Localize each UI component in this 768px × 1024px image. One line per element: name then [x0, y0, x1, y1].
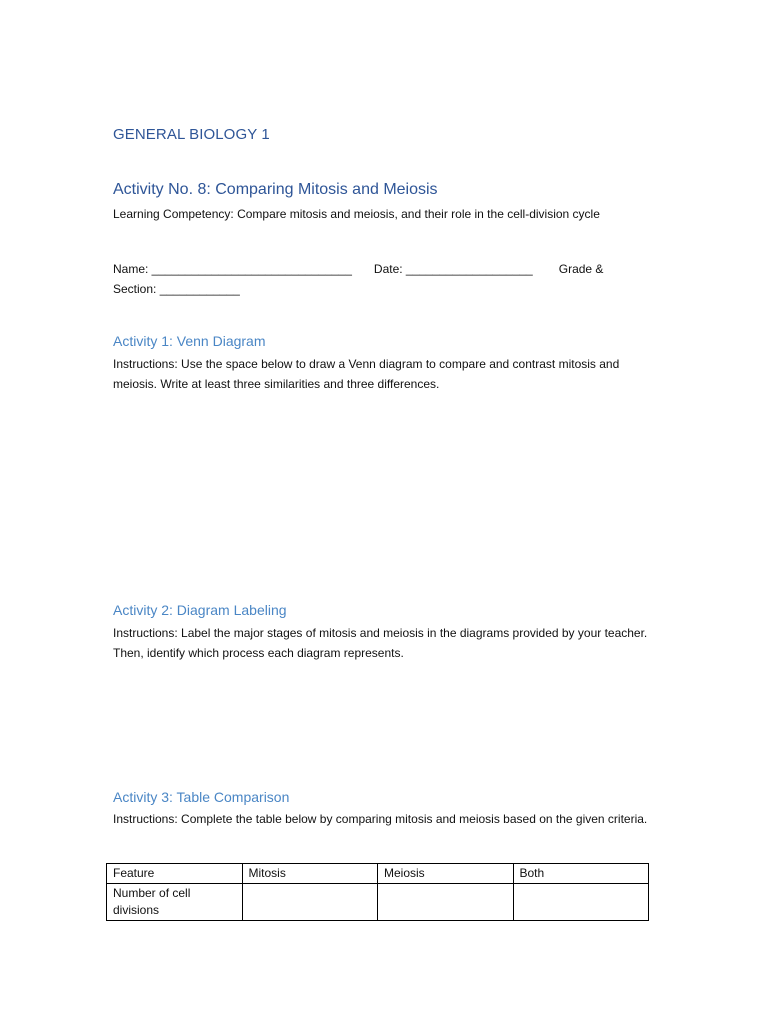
activity-title: Activity No. 8: Comparing Mitosis and Meiosis [113, 181, 438, 198]
activity3-title: Activity 3: Table Comparison [113, 789, 290, 805]
activity1-title: Activity 1: Venn Diagram [113, 333, 266, 349]
comparison-table [106, 863, 649, 921]
activity1-instructions: Instructions: Use the space below to draw a Venn diagram to compare and contrast mitosis and meiosis. Write at least three similarities and three differences. [113, 357, 620, 391]
grade-section-label: Grade & [558, 262, 604, 276]
activity2-instructions: Instructions: Label the major stages of mitosis and meiosis in the diagrams provided by your teacher. Then, identify which process each diagram represents. [113, 626, 648, 660]
activity3-instructions: Instructions: Complete the table below by comparing mitosis and meiosis based on the given criteria. [113, 812, 648, 826]
table-cell[interactable] [242, 884, 378, 921]
learning-competency: Learning Competency: Compare mitosis and meiosis, and their role in the cell-division cycle [113, 207, 600, 221]
table-cell: Number of cell divisions [107, 884, 243, 921]
table-header-cell: Meiosis [378, 864, 514, 884]
name-field[interactable]: Name: ______________________________ [113, 262, 352, 276]
table-cell[interactable] [513, 884, 649, 921]
table-header-cell: Feature [107, 864, 243, 884]
section-field[interactable]: Section: ____________ [113, 282, 240, 296]
table-header-cell: Both [513, 864, 649, 884]
table-header-cell: Mitosis [242, 864, 378, 884]
table-cell[interactable] [378, 884, 514, 921]
activity2-title: Activity 2: Diagram Labeling [113, 602, 287, 618]
table-row [107, 884, 649, 921]
table-header-row [107, 864, 649, 884]
date-field[interactable]: Date: ___________________ [373, 262, 533, 276]
student-info-fields [113, 259, 653, 299]
course-title: GENERAL BIOLOGY 1 [113, 126, 270, 143]
